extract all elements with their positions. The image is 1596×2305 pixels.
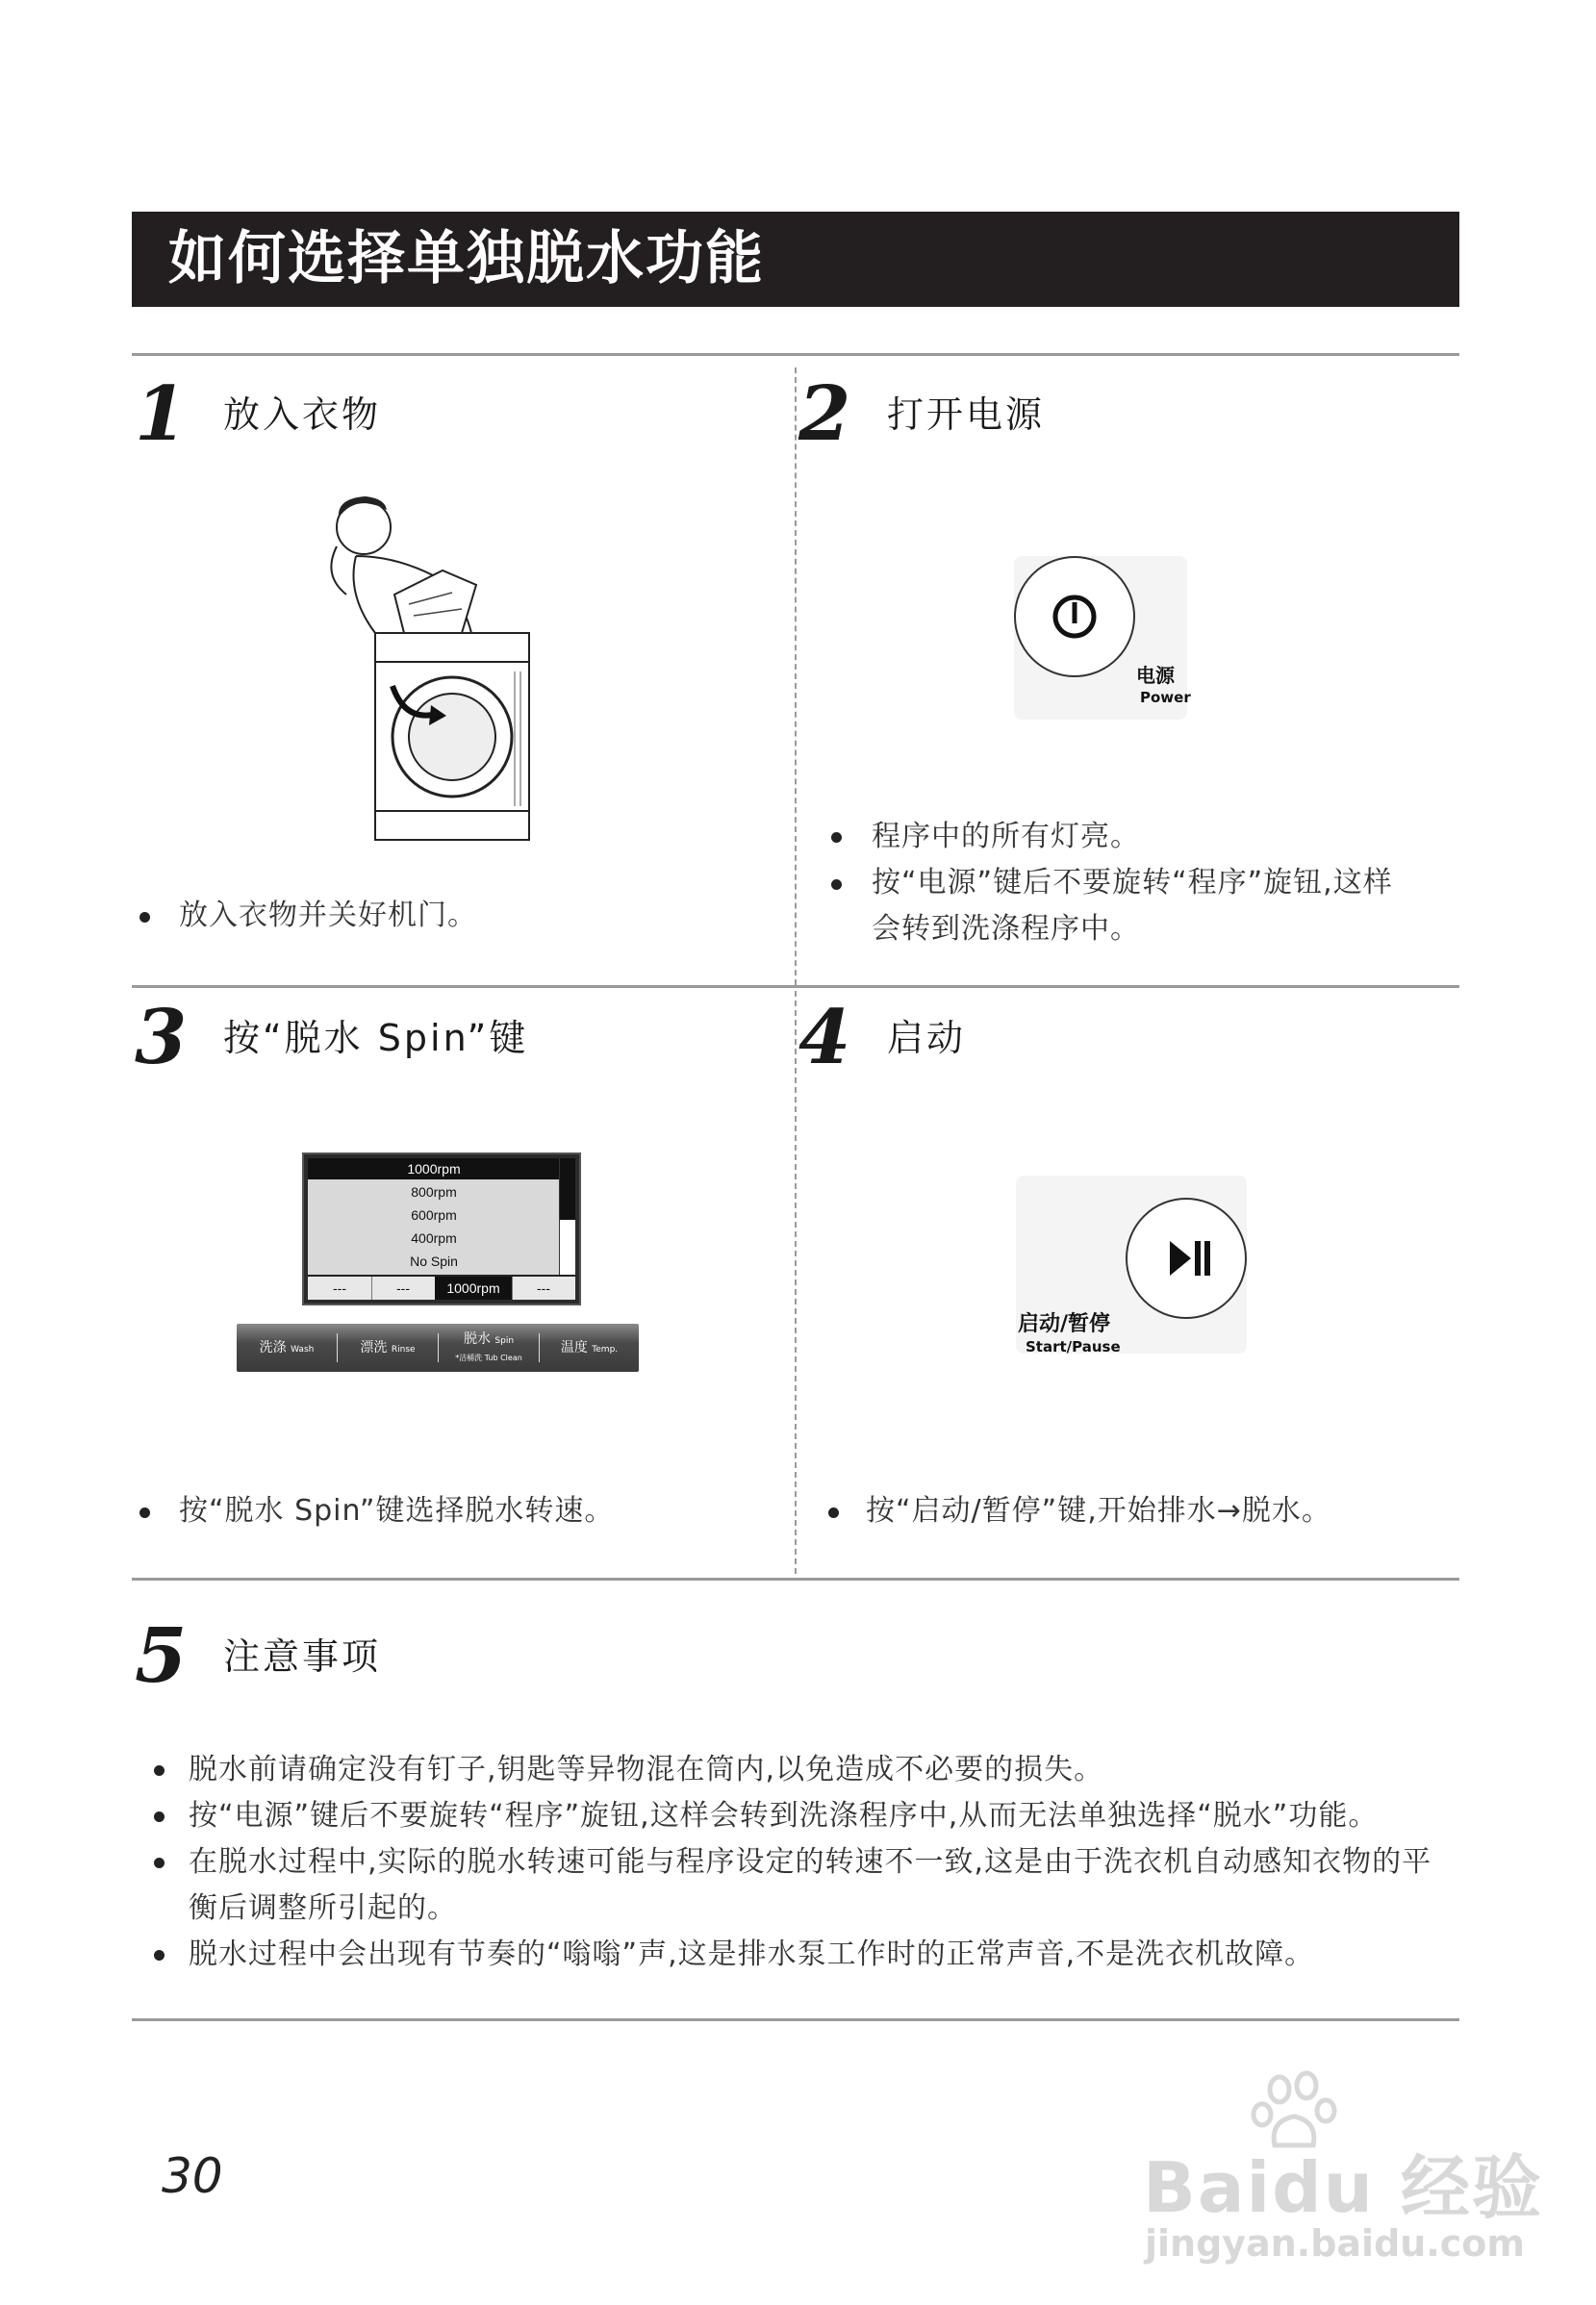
bullet-dot xyxy=(828,1507,839,1518)
step-2-bullet-2-cont: 会转到洗涤程序中。 xyxy=(872,912,1140,946)
step-2-number: 2 xyxy=(798,370,851,458)
power-icon xyxy=(1016,558,1133,675)
step-4-title: 启动 xyxy=(887,1017,967,1059)
note-item: 脱水前请确定没有钉子,钥匙等异物混在筒内,以免造成不必要的损失。 xyxy=(150,1747,1439,1793)
spin-sublabel: Spin xyxy=(494,1336,515,1346)
spin-option[interactable]: 400rpm xyxy=(411,1230,457,1246)
bullet-dot xyxy=(139,1507,150,1518)
note-item: 按“电源”键后不要旋转“程序”旋钮,这样会转到洗涤程序中,从而无法单独选择“脱水”功能。 xyxy=(150,1793,1439,1839)
display-footer xyxy=(308,1275,575,1300)
step-2-bullet-2: 按“电源”键后不要旋转“程序”旋钮,这样 xyxy=(872,866,1393,899)
step-2-title: 打开电源 xyxy=(887,393,1046,436)
divider-bottom xyxy=(132,2018,1459,2021)
step-4-bullet: 按“启动/暂停”键,开始排水→脱水。 xyxy=(866,1494,1331,1528)
wash-button[interactable] xyxy=(237,1324,337,1372)
step-5-title: 注意事项 xyxy=(223,1635,382,1678)
tub-clean-sublabel: *洁桶洗 Tub Clean xyxy=(455,1354,522,1362)
column-separator-lower xyxy=(795,991,797,1574)
play-pause-icon xyxy=(1127,1200,1245,1317)
rinse-sublabel: Rinse xyxy=(391,1345,416,1355)
scrollbar-thumb[interactable] xyxy=(560,1158,575,1220)
spin-option[interactable]: 600rpm xyxy=(411,1207,457,1223)
page-number: 30 xyxy=(162,2148,223,2204)
divider-top xyxy=(132,353,1459,356)
note-item: 脱水过程中会出现有节奏的“嗡嗡”声,这是排水泵工作时的正常声音,不是洗衣机故障。 xyxy=(150,1932,1439,1978)
display-scrollbar[interactable] xyxy=(559,1158,575,1278)
bullet-dot xyxy=(831,879,842,890)
divider-middle xyxy=(132,985,1459,988)
rinse-button[interactable] xyxy=(338,1324,438,1372)
temp-button[interactable] xyxy=(540,1324,639,1372)
step-2-bullet-1: 程序中的所有灯亮。 xyxy=(872,820,1140,853)
step-1-number: 1 xyxy=(135,370,188,458)
notes-list xyxy=(150,1747,1439,1978)
spin-option[interactable]: 800rpm xyxy=(411,1184,457,1200)
spin-button[interactable] xyxy=(439,1324,539,1372)
watermark-brand: Baidu 经验 xyxy=(1143,2147,1544,2228)
rinse-label: 漂洗 xyxy=(360,1340,388,1355)
spin-display xyxy=(302,1152,581,1305)
footer-temp: --- xyxy=(537,1280,550,1296)
temp-sublabel: Temp. xyxy=(592,1345,619,1355)
loading-laundry-illustration xyxy=(317,489,548,845)
step-3-title: 按“脱水 Spin”键 xyxy=(223,1017,529,1059)
spin-option[interactable]: 1000rpm xyxy=(308,1158,560,1179)
start-pause-label: 启动/暂停 xyxy=(1018,1312,1111,1336)
start-pause-sublabel: Start/Pause xyxy=(1026,1338,1121,1355)
watermark-url: jingyan.baidu.com xyxy=(1145,2222,1525,2265)
page-title: 如何选择单独脱水功能 xyxy=(168,225,765,292)
bullet-dot xyxy=(139,912,150,923)
power-label: 电源 xyxy=(1136,664,1175,687)
step-1-title: 放入衣物 xyxy=(223,393,382,436)
bullet-dot xyxy=(831,832,842,843)
power-button[interactable] xyxy=(1014,556,1135,677)
footer-rinse: --- xyxy=(371,1277,436,1300)
step-3-number: 3 xyxy=(135,994,188,1081)
step-1-bullet: 放入衣物并关好机门。 xyxy=(179,899,477,932)
start-pause-button[interactable] xyxy=(1126,1198,1247,1319)
spin-label: 脱水 xyxy=(463,1331,491,1347)
control-button-strip xyxy=(237,1324,639,1372)
step-5-number: 5 xyxy=(135,1612,188,1700)
footer-spin: 1000rpm xyxy=(435,1277,513,1300)
spin-option[interactable]: No Spin xyxy=(410,1254,458,1269)
step-4-number: 4 xyxy=(798,994,851,1081)
title-bar xyxy=(132,212,1459,307)
temp-label: 温度 xyxy=(560,1340,588,1355)
wash-sublabel: Wash xyxy=(291,1345,315,1355)
wash-label: 洗涤 xyxy=(259,1340,287,1355)
power-sublabel: Power xyxy=(1140,689,1191,706)
divider-lower xyxy=(132,1578,1459,1581)
footer-wash: --- xyxy=(308,1277,372,1300)
column-separator-upper xyxy=(795,367,797,985)
step-3-bullet: 按“脱水 Spin”键选择脱水转速。 xyxy=(179,1494,615,1528)
note-item: 在脱水过程中,实际的脱水转速可能与程序设定的转速不一致,这是由于洗衣机自动感知衣物的平衡后调整所引起的。 xyxy=(150,1839,1439,1932)
